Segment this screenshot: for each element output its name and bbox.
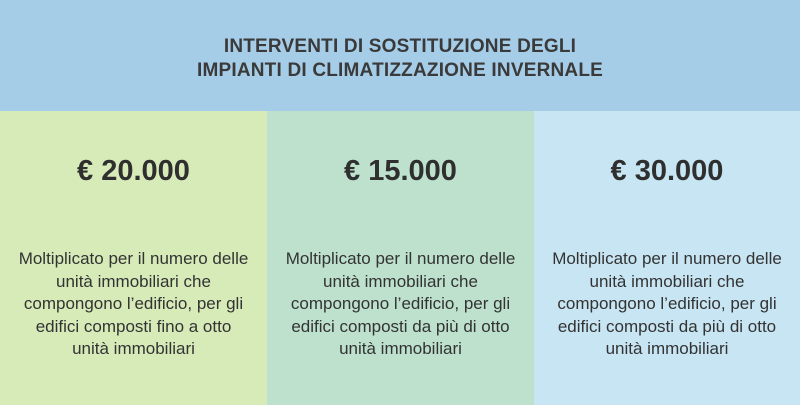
amount-description: Moltiplicato per il numero delle unità immobiliari che compongono l’edificio, per gli edifici composti da più di otto unità immobiliari bbox=[552, 249, 782, 358]
amount-value: € 20.000 bbox=[77, 155, 190, 187]
amount-columns bbox=[0, 111, 800, 405]
header-banner bbox=[0, 0, 800, 111]
amount-value: € 30.000 bbox=[610, 155, 724, 187]
column-more-than-eight-units-alt bbox=[534, 111, 800, 405]
column-more-than-eight-units bbox=[267, 111, 534, 405]
amount-value: € 15.000 bbox=[344, 155, 457, 187]
title-line-1: INTERVENTI DI SOSTITUZIONE DEGLI bbox=[223, 35, 577, 57]
amount-description: Moltiplicato per il numero delle unità immobiliari che compongono l’edificio, per gli edifici composti da più di otto unità immobiliari bbox=[285, 249, 516, 358]
title-line-2: IMPIANTI DI CLIMATIZZAZIONE INVERNALE bbox=[196, 59, 604, 81]
column-up-to-eight-units bbox=[0, 111, 267, 405]
amount-description: Moltiplicato per il numero delle unità immobiliari che compongono l’edificio, per gli edifici composti fino a otto unità immobiliari bbox=[18, 249, 249, 358]
